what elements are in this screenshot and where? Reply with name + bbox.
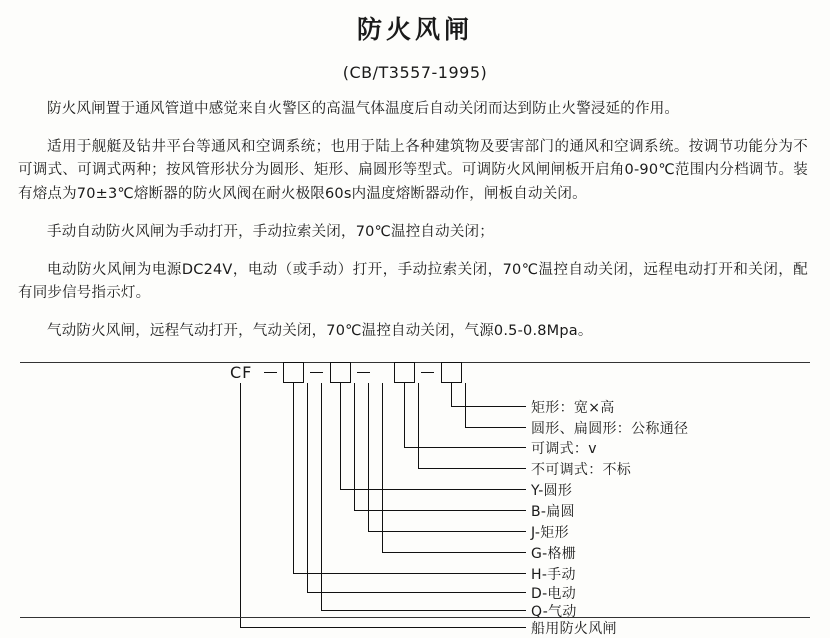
leader-h-10 (307, 592, 526, 593)
leader-v-5 (340, 383, 341, 489)
leader-h-6 (354, 510, 526, 511)
model-code-diagram (0, 362, 830, 637)
legend-item-10: D-电动 (531, 585, 577, 602)
leader-v-4 (418, 383, 419, 468)
legend-item-3: 可调式：v (531, 440, 597, 457)
leader-h-4 (418, 468, 526, 469)
paragraph-3: 手动自动防火风闸为手动打开，手动拉索关闭，70℃温控自动关闭； (47, 223, 494, 240)
document-page (0, 10, 830, 637)
leader-v-12 (240, 383, 241, 627)
paragraph-2: 适用于舰艇及钻井平台等通风和空调系统；也用于陆上各种建筑物及要害部门的通风和空调系统。按调节功能分为不可调式、可调式两种；按风管形状分为圆形、矩形、扁圆形等型式。可调防火风闸闸板开启角0-90℃范围内分档调节。装有熔点为70±3℃熔断器的防火风阀在耐火极限60s内温度熔断器动作，闸板自动关闭。 (18, 138, 808, 202)
leader-v-7 (368, 383, 369, 531)
leader-h-7 (368, 531, 526, 532)
leader-v-1 (451, 383, 452, 406)
leader-h-3 (404, 447, 526, 448)
leader-v-8 (382, 383, 383, 552)
paragraph-1: 防火风闸置于通风管道中感觉来自火警区的高温气体温度后自动关闭而达到防止火警浸延的作用。 (47, 100, 680, 117)
legend-item-6: B-扁圆 (531, 503, 575, 520)
leader-v-9 (293, 383, 294, 573)
code-dash-2 (310, 372, 323, 373)
leader-v-6 (354, 383, 355, 510)
leader-h-9 (293, 573, 526, 574)
code-dash-3 (357, 372, 370, 373)
legend-item-7: J-矩形 (531, 524, 569, 541)
code-prefix-label: CF (230, 362, 253, 382)
legend-item-9: H-手动 (531, 566, 576, 583)
code-box-2 (330, 362, 351, 383)
leader-h-11 (321, 610, 526, 611)
legend-item-12: 船用防火风闸 (531, 620, 617, 637)
legend-item-5: Y-圆形 (531, 482, 573, 499)
leader-h-8 (382, 552, 526, 553)
legend-item-2: 圆形、扁圆形：公称通径 (531, 420, 689, 437)
legend-item-1: 矩形：宽×高 (531, 399, 615, 416)
leader-h-1 (451, 406, 526, 407)
legend-item-11: Q-气动 (531, 603, 577, 620)
code-box-4 (441, 362, 462, 383)
legend-item-4: 不可调式：不标 (531, 461, 632, 478)
leader-v-11 (321, 383, 322, 610)
code-box-3 (394, 362, 415, 383)
code-dash-4 (421, 372, 434, 373)
paragraph-4: 电动防火风闸为电源DC24V，电动（或手动）打开，手动拉索关闭，70℃温控自动关闭，远程电动打开和关闭，配有同步信号指示灯。 (18, 261, 808, 302)
paragraph-5: 气动防火风闸，远程气动打开，气动关闭，70℃温控自动关闭，气源0.5-0.8Mpa。 (47, 323, 593, 340)
diagram-bottom-rule (20, 617, 810, 618)
legend-item-8: G-格栅 (531, 545, 577, 562)
body-text (18, 98, 808, 344)
code-row (0, 362, 830, 392)
leader-h-2 (465, 427, 526, 428)
leader-v-2 (465, 383, 466, 427)
code-box-1 (283, 362, 304, 383)
leader-h-12 (240, 627, 526, 628)
page-title: 防火风闸 (356, 15, 473, 44)
code-dash-1 (264, 372, 277, 373)
standard-code: (CB/T3557-1995) (342, 62, 488, 82)
leader-v-3 (404, 383, 405, 447)
leader-v-10 (307, 383, 308, 592)
